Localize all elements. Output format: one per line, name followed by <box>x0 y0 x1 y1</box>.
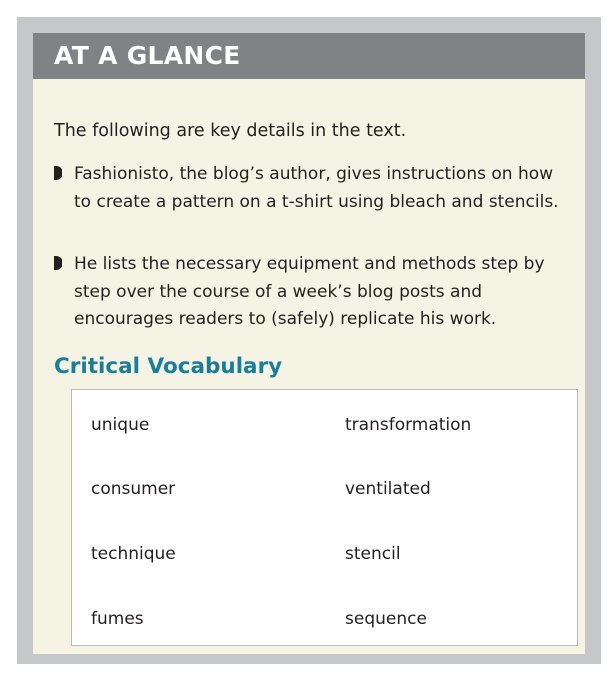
intro-text: The following are key details in the text. <box>54 121 407 141</box>
panel-header <box>33 33 585 79</box>
vocabulary-word: consumer <box>91 479 176 499</box>
vocabulary-word: transformation <box>345 415 472 435</box>
at-a-glance-panel <box>33 33 585 654</box>
vocabulary-heading: Critical Vocabulary <box>54 354 283 379</box>
vocabulary-word: sequence <box>345 609 427 629</box>
panel-title: AT A GLANCE <box>54 41 241 70</box>
vocabulary-word: technique <box>91 544 176 564</box>
vocabulary-word: stencil <box>345 544 401 564</box>
vocabulary-box <box>71 389 578 646</box>
half-circle-bullet-icon <box>54 256 62 270</box>
key-detail-text: He lists the necessary equipment and methods step by step over the course of a week’s blog posts and encourages readers to (safely) replicate his work. <box>74 254 545 329</box>
key-detail-text: Fashionisto, the blog’s author, gives instructions on how to create a pattern on a t-shirt using bleach and stencils. <box>74 164 559 212</box>
vocabulary-word: unique <box>91 415 150 435</box>
vocabulary-word: fumes <box>91 609 144 629</box>
vocabulary-word: ventilated <box>345 479 431 499</box>
half-circle-bullet-icon <box>54 166 62 180</box>
outer-frame <box>17 17 601 664</box>
